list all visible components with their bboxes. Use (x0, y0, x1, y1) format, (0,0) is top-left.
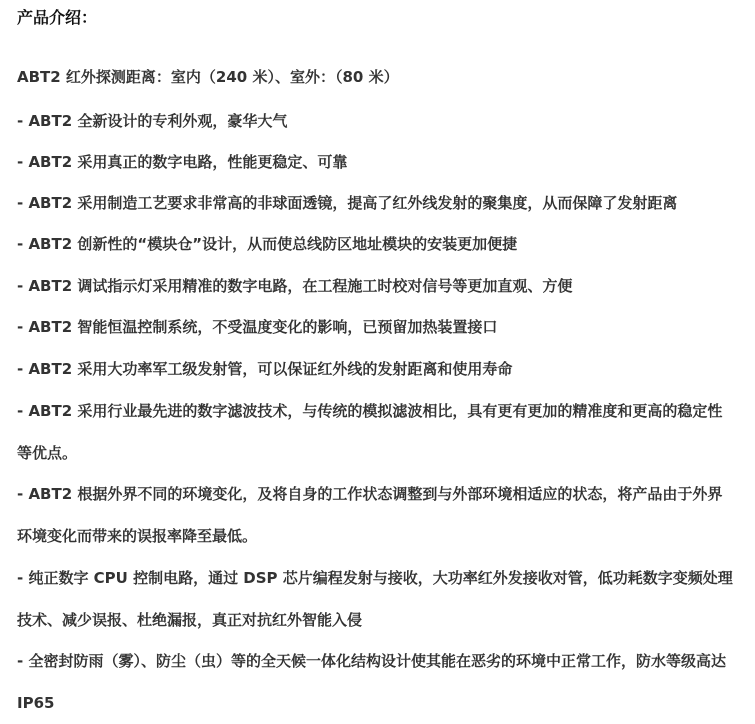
section-heading: 产品介绍： (17, 8, 98, 27)
feature-item: - ABT2 采用大功率军工级发射管，可以保证红外线的发射距离和使用寿命 (17, 360, 513, 378)
feature-item: - ABT2 根据外界不同的环境变化，及将自身的工作状态调整到与外部环境相适应的状态，将产品由于外界环境变化而带来的误报率降至最低。 (17, 485, 723, 545)
feature-item: - ABT2 全新设计的专利外观，豪华大气 (17, 112, 288, 130)
feature-item: - ABT2 创新性的“模块仓”设计，从而使总线防区地址模块的安装更加便捷 (17, 235, 518, 253)
feature-item: - ABT2 调试指示灯采用精准的数字电路，在工程施工时校对信号等更加直观、方便 (17, 277, 573, 295)
feature-item: - ABT2 智能恒温控制系统，不受温度变化的影响，已预留加热装置接口 (17, 318, 498, 336)
range-line: ABT2 红外探测距离：室内（240 米）、室外：（80 米） (17, 68, 399, 86)
feature-item: - ABT2 采用制造工艺要求非常高的非球面透镜，提高了红外线发射的聚集度，从而保障了发射距离 (17, 194, 678, 212)
feature-item: - 纯正数字 CPU 控制电路，通过 DSP 芯片编程发射与接收，大功率红外发接收对管，低功耗数字变频处理技术、减少误报、杜绝漏报，真正对抗红外智能入侵 (17, 569, 733, 629)
feature-item: - ABT2 采用真正的数字电路，性能更稳定、可靠 (17, 153, 348, 171)
feature-item: - ABT2 采用行业最先进的数字滤波技术，与传统的模拟滤波相比，具有更有更加的精准度和更高的稳定性等优点。 (17, 402, 723, 462)
feature-item: - 全密封防雨（雾）、防尘（虫）等的全天候一体化结构设计使其能在恶劣的环境中正常工作，防水等级高达 IP65 (17, 652, 726, 712)
